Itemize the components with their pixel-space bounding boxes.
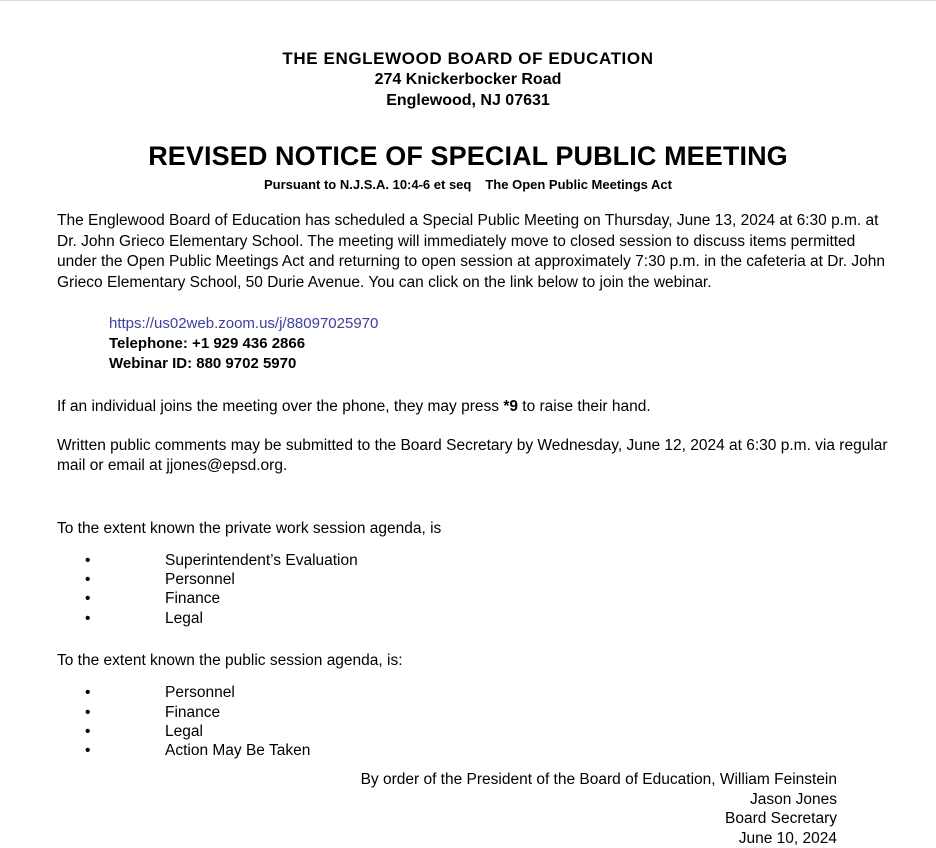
document-subtitle xyxy=(0,176,936,194)
private-agenda-heading: To the extent known the private work session agenda, is xyxy=(57,519,442,537)
organization-name: THE ENGLEWOOD BOARD OF EDUCATION xyxy=(282,49,654,68)
signature-by-order: By order of the President of the Board of Education, William Feinstein xyxy=(360,771,837,789)
bullet-icon: • xyxy=(85,552,91,569)
bullet-icon: • xyxy=(85,609,91,627)
list-item xyxy=(57,703,892,722)
list-item xyxy=(57,570,892,589)
list-item-label: Personnel xyxy=(165,571,235,589)
subtitle-statute: Pursuant to N.J.S.A. 10:4-6 et seq xyxy=(264,177,472,192)
bullet-icon: • xyxy=(85,741,91,759)
list-item xyxy=(57,722,892,741)
list-item xyxy=(57,683,892,702)
bullet-icon: • xyxy=(85,571,91,589)
public-agenda-heading: To the extent known the public session agenda, is: xyxy=(57,651,403,669)
conference-details xyxy=(109,313,892,374)
bullet-icon: • xyxy=(85,590,91,608)
phone-instruction-after: to raise their hand. xyxy=(517,398,651,415)
list-item-label: Finance xyxy=(165,703,221,721)
bullet-icon: • xyxy=(85,684,91,702)
zoom-meeting-link[interactable]: https://us02web.zoom.us/j/88097025970 xyxy=(109,315,379,332)
spacer xyxy=(57,418,892,436)
spacer xyxy=(57,628,892,651)
signature-date: June 10, 2024 xyxy=(738,829,837,847)
list-item xyxy=(57,609,892,628)
spacer xyxy=(57,477,892,519)
list-item xyxy=(57,741,892,760)
list-item-label: Personnel xyxy=(165,684,235,702)
list-item-label: Finance xyxy=(165,590,221,608)
page-title: REVISED NOTICE OF SPECIAL PUBLIC MEETING xyxy=(148,141,788,171)
list-item-label: Legal xyxy=(165,609,203,627)
list-item xyxy=(57,551,892,570)
public-agenda-list xyxy=(57,683,892,760)
spacer xyxy=(57,374,892,397)
telephone-line: Telephone: +1 929 436 2866 xyxy=(109,335,306,352)
signature-name: Jason Jones xyxy=(749,790,837,808)
list-item-label: Legal xyxy=(165,722,203,740)
document-body xyxy=(0,211,936,848)
signature-role: Board Secretary xyxy=(725,810,837,828)
phone-keypress-code: *9 xyxy=(503,398,518,415)
list-item-label: Action May Be Taken xyxy=(165,741,311,759)
signature-block xyxy=(57,770,892,848)
organization-street: 274 Knickerbocker Road xyxy=(374,71,562,88)
written-comments-paragraph: Written public comments may be submitted to the Board Secretary by Wednesday, June 12, 2024 at 6:30 p.m. via regular mail or email at jjones@epsd.org. xyxy=(57,436,888,474)
webinar-id-line: Webinar ID: 880 9702 5970 xyxy=(109,355,297,372)
bullet-icon: • xyxy=(85,703,91,721)
intro-paragraph: The Englewood Board of Education has scheduled a Special Public Meeting on Thursday, June 13, 2024 at 6:30 p.m. at Dr. John Grieco Elementary School. The meeting will immediately move to closed session to discuss items permitted under the Open Public Meetings Act and returning to open session at approximately 7:30 p.m. in the cafeteria at Dr. John Grieco Elementary School, 50 Durie Avenue. You can click on the link below to join the webinar. xyxy=(57,212,886,291)
subtitle-act: The Open Public Meetings Act xyxy=(485,177,672,192)
list-item xyxy=(57,589,892,608)
organization-city-state-zip: Englewood, NJ 07631 xyxy=(386,92,550,109)
bullet-icon: • xyxy=(85,722,91,740)
document-header xyxy=(0,48,936,111)
list-item-label: Superintendent’s Evaluation xyxy=(165,552,358,569)
phone-instruction-paragraph xyxy=(57,397,892,418)
phone-instruction-before: If an individual joins the meeting over the phone, they may press xyxy=(57,398,504,415)
title-block xyxy=(0,141,936,194)
private-agenda-list xyxy=(57,551,892,628)
